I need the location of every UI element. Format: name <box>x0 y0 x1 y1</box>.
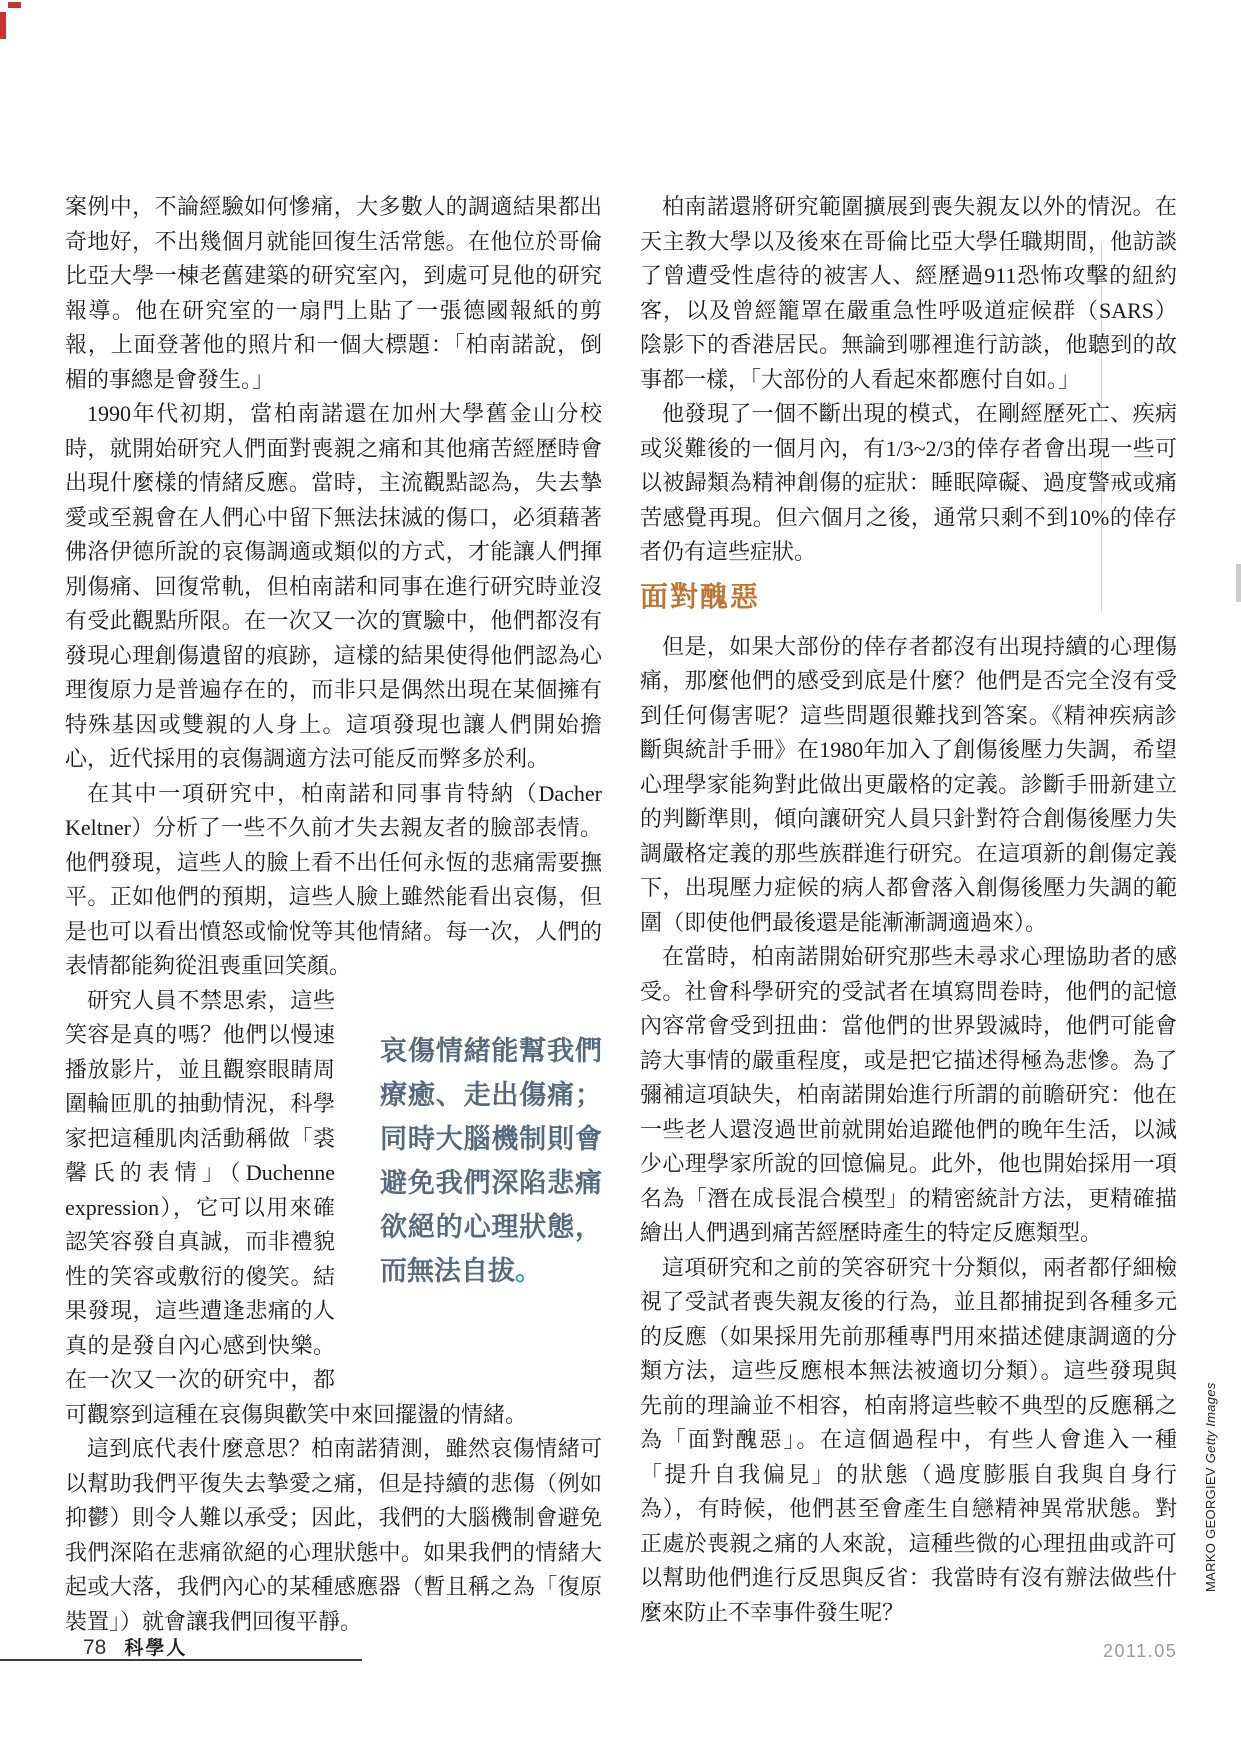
photo-credit <box>1203 1382 1218 1592</box>
paragraph: 這到底代表什麼意思？柏南諾猜測，雖然哀傷情緒可以幫助我們平復失去摯愛之痛，但是持續的悲傷（例如抑鬱）則令人難以承受；因此，我們的大腦機制會避免我們深陷在悲痛欲絕的心理狀態中。如果我們的情緒大起或大落，我們內心的某種感應器（暫且稱之為「復原裝置」）就會讓我們回復平靜。 <box>65 1436 602 1634</box>
paragraph: 這項研究和之前的笑容研究十分類似，兩者都仔細檢視了受試者喪失親友後的行為，並且都捕捉到各種多元的反應（如果採用先前那種專門用來描述健康調適的分類方法，這些反應根本無法被適切分類）。這些發現與先前的理論並不相容，柏南將這些較不典型的反應稱之為「面對醜惡」。在這個過程中，有些人會進入一種「提升自我偏見」的狀態（過度膨脹自我與自身行為），有時候，他們甚至會產生自戀精神異常狀態。對正處於喪親之痛的人來說，這種些微的心理扭曲或許可以幫助他們進行反思與反省：我當時有沒有辦法做些什麼來防止不幸事件發生呢？ <box>640 1254 1177 1625</box>
scan-artifact-edge <box>1236 564 1241 602</box>
paragraph: 在其中一項研究中，柏南諾和同事肯特納（Dacher Keltner）分析了一些不久前才失去親友者的臉部表情。他們發現，這些人的臉上看不出任何永恆的悲痛需要撫平。正如他們的預期，這些人臉上雖然能看出哀傷，但是也可以看出憤怒或愉悅等其他情緒。每一次，人們的表情都能夠從沮喪重回笑顏。 <box>65 780 602 978</box>
paragraph: 案例中，不論經驗如何慘痛，大多數人的調適結果都出奇地好，不出幾個月就能回復生活常態。在他位於哥倫比亞大學一棟老舊建築的研究室內，到處可見他的研究報導。他在研究室的一扇門上貼了一張德國報紙的剪報，上面登著他的照片和一個大標題：「柏南諾說，倒楣的事總是會發生。」 <box>65 194 602 392</box>
paragraph-with-pullquote <box>65 984 602 1433</box>
photo-credit-agency: Getty Images <box>1203 1382 1218 1464</box>
section-heading: 面對醜惡 <box>640 580 761 612</box>
paragraph-text: 研究人員不禁思索，這些笑容是真的嗎？他們以慢速播放影片，並且觀察眼睛周圍輪匝肌的抽動情況，科學家把這種肌肉活動稱做「裘馨氏的表情」（Duchenne expression），它可以用來確認笑容發自真誠，而非禮貌性的笑容或敷衍的傻笑。結果發現，這些遭逢悲痛的人真的是發自內心感到快樂。在一次又一次的研究中，都可觀察到這種在哀傷與歡笑中來回擺盪的情緒。 <box>65 987 528 1427</box>
pull-quote <box>335 984 602 1374</box>
registration-mark-vertical <box>0 12 6 39</box>
left-column <box>65 190 602 1639</box>
registration-mark-horizontal <box>8 2 21 8</box>
paragraph: 1990年代初期，當柏南諾還在加州大學舊金山分校時，就開始研究人們面對喪親之痛和其他痛苦經歷時會出現什麼樣的情緒反應。當時，主流觀點認為，失去摯愛或至親會在人們心中留下無法抹滅的傷口，必須藉著佛洛伊德所說的哀傷調適或類似的方式，才能讓人們揮別傷痛、回復常軌，但柏南諾和同事在進行研究時並沒有受此觀點所限。在一次又一次的實驗中，他們都沒有發現心理創傷遺留的痕跡，這樣的結果使得他們認為心理復原力是普遍存在的，而非只是偶然出現在某個擁有特殊基因或雙親的人身上。這項發現也讓人們開始擔心，近代採用的哀傷調適方法可能反而弊多於利。 <box>65 401 602 771</box>
footer-left <box>83 1633 187 1660</box>
page-number: 78 <box>83 1636 107 1659</box>
right-column <box>640 190 1177 1630</box>
magazine-name: 科學人 <box>124 1638 188 1659</box>
paragraph: 他發現了一個不斷出現的模式，在剛經歷死亡、疾病或災難後的一個月內，有1/3~2/3的倖存者會出現一些可以被歸類為精神創傷的症狀：睡眠障礙、過度警戒或痛苦感覺再現。但六個月之後，通常只剩不到10%的倖存者仍有這些症狀。 <box>640 401 1177 564</box>
photo-credit-photographer: MARKO GEORGIEV <box>1203 1463 1218 1592</box>
paragraph: 在當時，柏南諾開始研究那些未尋求心理協助者的感受。社會科學研究的受試者在填寫問卷時，他們的記憶內容常會受到扭曲：當他們的世界毀滅時，他們可能會誇大事情的嚴重程度，或是把它描述得極為悲慘。為了彌補這項缺失，柏南諾開始進行所謂的前瞻研究：他在一些老人還沒過世前就開始追蹤他們的晚年生活，以減少心理學家所說的回憶偏見。此外，他也開始採用一項名為「潛在成長混合模型」的精密統計方法，更精確描繪出人們遇到痛苦經歷時產生的特定反應類型。 <box>640 944 1177 1245</box>
pull-quote-period: 。 <box>515 1255 542 1286</box>
paragraph: 但是，如果大部份的倖存者都沒有出現持續的心理傷痛，那麼他們的感受到底是什麼？他們是否完全沒有受到任何傷害呢？這些問題很難找到答案。《精神疾病診斷與統計手冊》在1980年加入了創傷後壓力失調，希望心理學家能夠對此做出更嚴格的定義。診斷手冊新建立的判斷準則，傾向讓研究人員只針對符合創傷後壓力失調嚴格定義的那些族群進行研究。在這項新的創傷定義下，出現壓力症候的病人都會落入創傷後壓力失調的範圍（即使他們最後還是能漸漸調適過來）。 <box>640 633 1177 935</box>
pull-quote-text: 哀傷情緒能幫我們療癒、走出傷痛；同時大腦機制則會避免我們深陷悲痛欲絕的心理狀態，而無法自拔 <box>380 1035 602 1286</box>
paragraph: 柏南諾還將研究範圍擴展到喪失親友以外的情況。在天主教大學以及後來在哥倫比亞大學任職期間，他訪談了曾遭受性虐待的被害人、經歷過911恐怖攻擊的紐約客，以及曾經籠罩在嚴重急性呼吸道症候群（SARS）陰影下的香港居民。無論到哪裡進行訪談，他聽到的故事都一樣，「大部份的人看起來都應付自如。」 <box>640 194 1177 392</box>
issue-date: 2011.05 <box>1103 1641 1178 1661</box>
